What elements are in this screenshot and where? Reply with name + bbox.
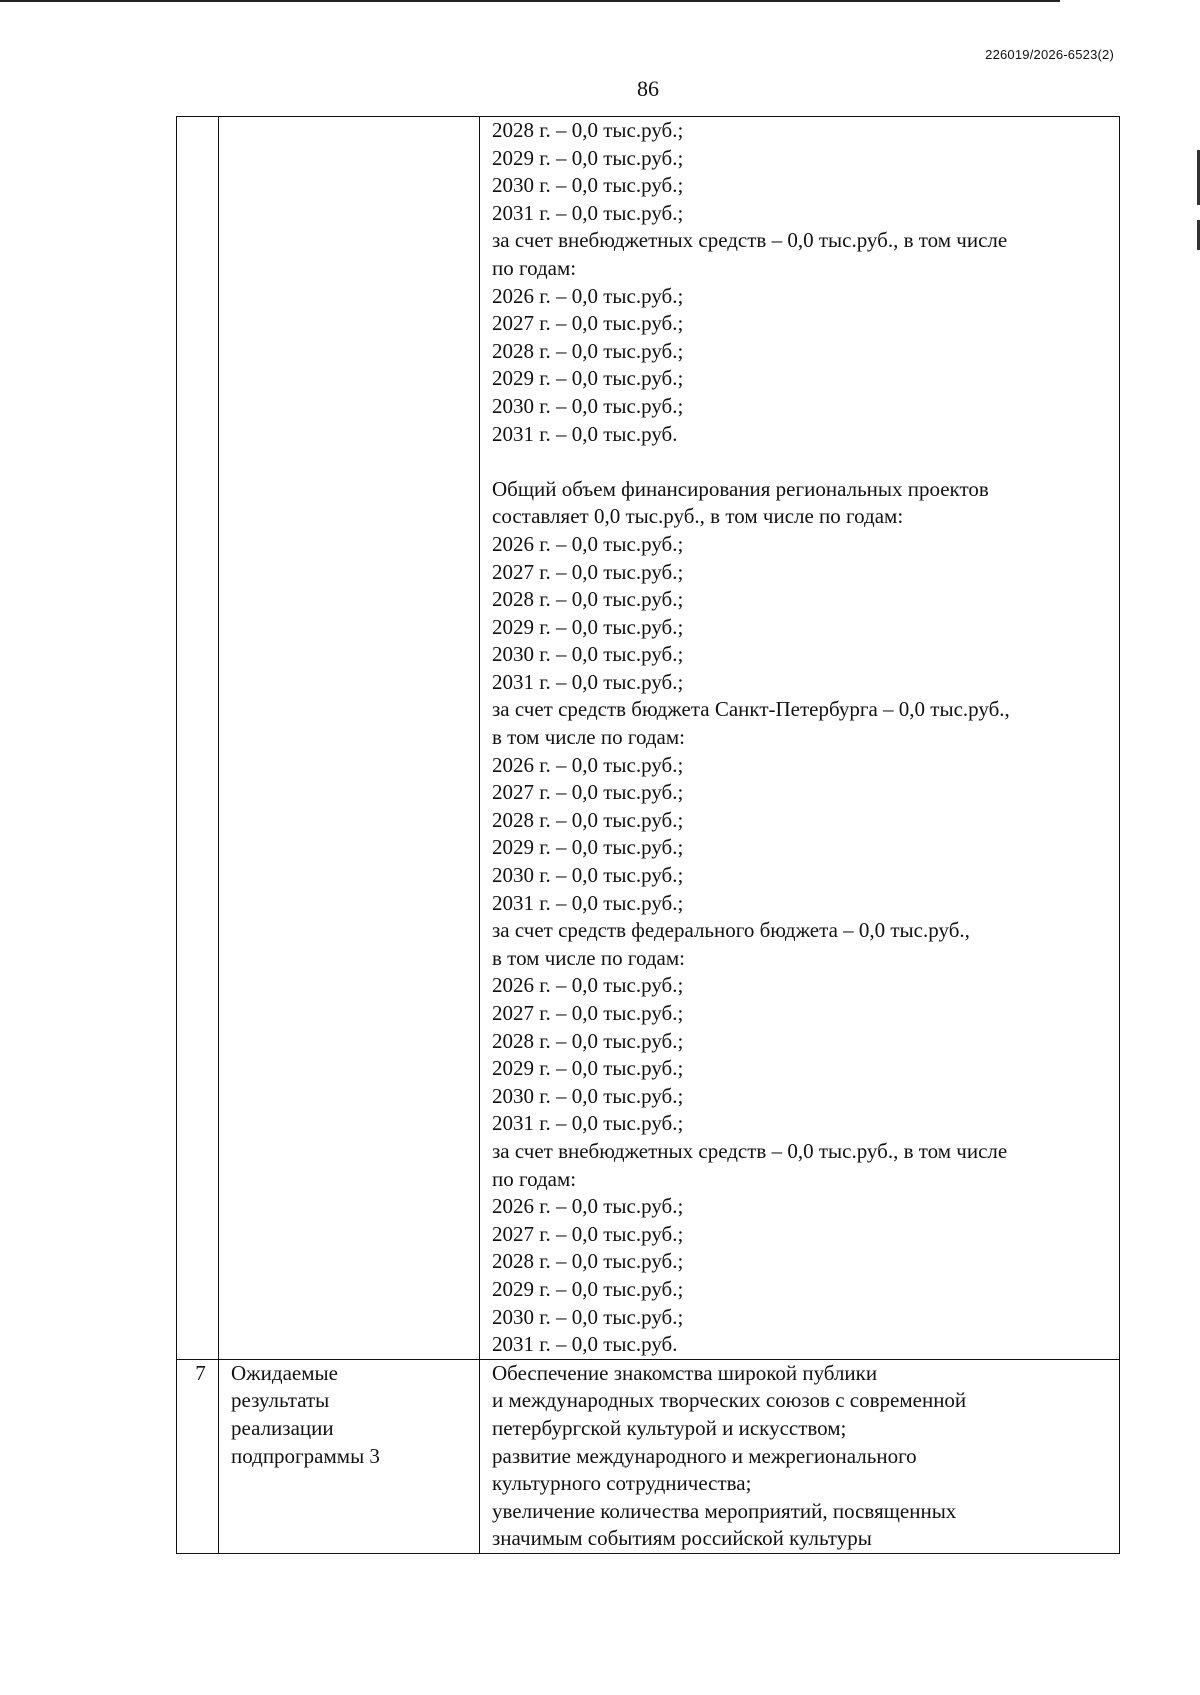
text-line: значимым событиям российской культуры xyxy=(492,1526,872,1551)
text-line: Ожидаемые xyxy=(231,1360,338,1385)
text-line: за счет средств бюджета Санкт-Петербурга – 0,0 тыс.руб., xyxy=(492,697,1010,722)
text-line: развитие международного и межрегионального xyxy=(492,1443,917,1468)
text-line: 2027 г. – 0,0 тыс.руб.; xyxy=(492,1001,684,1025)
text-line: 2030 г. – 0,0 тыс.руб.; xyxy=(492,642,684,667)
text-line: 2026 г. – 0,0 тыс.руб.; xyxy=(492,1194,684,1219)
text-line: 2028 г. – 0,0 тыс.руб.; xyxy=(492,1249,684,1274)
document-id: 226019/2026-6523(2) xyxy=(985,47,1114,62)
text-line: 2030 г. – 0,0 тыс.руб.; xyxy=(492,393,684,418)
text-line: результаты xyxy=(231,1388,330,1413)
text-line: по годам: xyxy=(492,255,577,280)
passport-table xyxy=(176,116,1120,1554)
text-line: за счет средств федерального бюджета – 0,0 тыс.руб., xyxy=(492,918,970,943)
row-name-cell xyxy=(219,1359,480,1553)
row-name-cell xyxy=(219,117,480,1360)
text-line: и международных творческих союзов с современной xyxy=(492,1388,967,1413)
text-line: реализации xyxy=(231,1415,334,1440)
text-line: 2027 г. – 0,0 тыс.руб.; xyxy=(492,1221,684,1246)
text-line: 2027 г. – 0,0 тыс.руб.; xyxy=(492,780,684,805)
text-line: 2031 г. – 0,0 тыс.руб. xyxy=(492,1332,678,1357)
text-line: за счет внебюджетных средств – 0,0 тыс.руб., в том числе xyxy=(492,1138,1008,1163)
text-line: увеличение количества мероприятий, посвященных xyxy=(492,1498,957,1523)
text-line: 2029 г. – 0,0 тыс.руб.; xyxy=(492,145,684,170)
text-line: 2029 г. – 0,0 тыс.руб.; xyxy=(492,366,684,391)
text-line: 2031 г. – 0,0 тыс.руб. xyxy=(492,421,678,446)
text-line: 2026 г. – 0,0 тыс.руб.; xyxy=(492,973,684,998)
text-line: 2029 г. – 0,0 тыс.руб.; xyxy=(492,614,684,639)
text-line: 2027 г. – 0,0 тыс.руб.; xyxy=(492,311,684,336)
text-line: культурного сотрудничества; xyxy=(492,1471,752,1496)
text-line: 2031 г. – 0,0 тыс.руб.; xyxy=(492,1111,684,1136)
text-line: 2029 г. – 0,0 тыс.руб.; xyxy=(492,1056,684,1081)
text-line: в том числе по годам: xyxy=(492,725,685,750)
text-line: 2027 г. – 0,0 тыс.руб.; xyxy=(492,559,684,584)
row-value-cell xyxy=(480,117,1120,1360)
text-line: в том числе по годам: xyxy=(492,945,685,970)
text-line: петербургской культурой и искусством; xyxy=(492,1415,847,1440)
text-line: 2026 г. – 0,0 тыс.руб.; xyxy=(492,752,684,777)
text-line: 2030 г. – 0,0 тыс.руб.; xyxy=(492,173,684,198)
table-row xyxy=(177,1359,1120,1553)
text-line: 2030 г. – 0,0 тыс.руб.; xyxy=(492,863,684,888)
text-line: 2030 г. – 0,0 тыс.руб.; xyxy=(492,1083,684,1108)
text-line: 2030 г. – 0,0 тыс.руб.; xyxy=(492,1304,684,1329)
text-line: 2028 г. – 0,0 тыс.руб.; xyxy=(492,118,684,142)
text-line: 2028 г. – 0,0 тыс.руб.; xyxy=(492,338,684,363)
text-line: 2029 г. – 0,0 тыс.руб.; xyxy=(492,1276,684,1301)
page-number: 86 xyxy=(637,76,659,101)
paragraph-gap xyxy=(492,448,1113,476)
row-number-cell: 7 xyxy=(177,1359,219,1553)
text-line: 2026 г. – 0,0 тыс.руб.; xyxy=(492,531,684,556)
text-line: по годам: xyxy=(492,1166,577,1191)
text-line: 2031 г. – 0,0 тыс.руб.; xyxy=(492,200,684,225)
text-line: 2028 г. – 0,0 тыс.руб.; xyxy=(492,807,684,832)
table-row xyxy=(177,117,1120,1360)
text-line: Общий объем финансирования региональных проектов xyxy=(492,476,989,501)
text-line: 2031 г. – 0,0 тыс.руб.; xyxy=(492,669,684,694)
text-line: 2028 г. – 0,0 тыс.руб.; xyxy=(492,587,684,612)
row-value-cell xyxy=(480,1359,1120,1553)
text-line: за счет внебюджетных средств – 0,0 тыс.руб., в том числе xyxy=(492,228,1008,253)
scan-top-rule xyxy=(0,0,1060,2)
text-line: подпрограммы 3 xyxy=(231,1443,380,1468)
row-number-cell xyxy=(177,117,219,1360)
text-line: 2031 г. – 0,0 тыс.руб.; xyxy=(492,890,684,915)
text-line: составляет 0,0 тыс.руб., в том числе по годам: xyxy=(492,504,904,529)
text-line: 2026 г. – 0,0 тыс.руб.; xyxy=(492,283,684,308)
text-line: 2029 г. – 0,0 тыс.руб.; xyxy=(492,835,684,860)
text-line: 2028 г. – 0,0 тыс.руб.; xyxy=(492,1028,684,1053)
text-line: Обеспечение знакомства широкой публики xyxy=(492,1360,878,1385)
